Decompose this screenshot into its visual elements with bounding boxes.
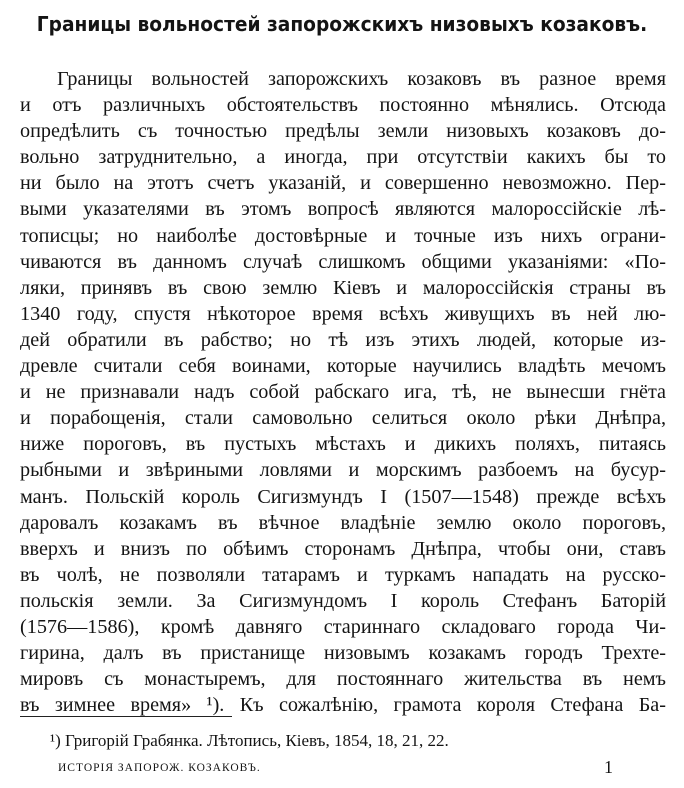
body-line: рыбными и звѣриными ловлями и морскимъ разбоемъ на бусур-	[20, 459, 666, 482]
document-title: Границы вольностей запорожскихъ низовыхъ козаковъ.	[36, 12, 648, 36]
footnote-text: Григорій Грабянка. Лѣтопись, Кіевъ, 1854, 18, 21, 22.	[65, 731, 449, 750]
body-line: древле считали себя воинами, которые научились владѣть мечомъ	[20, 355, 666, 378]
body-text	[20, 66, 666, 718]
body-line: въ зимнее время» ¹). Къ сожалѣнію, грамота короля Стефана Ба-	[20, 694, 666, 717]
body-line: гирина, далъ въ пристанище низовымъ козакамъ городъ Трехте-	[20, 642, 666, 665]
body-line: и порабощенія, стали самовольно селиться около рѣки Днѣпра,	[20, 407, 666, 430]
footnote-divider	[20, 716, 232, 717]
body-line: манъ. Польскій король Сигизмундъ I (1507—1548) прежде всѣхъ	[20, 485, 666, 508]
page-number: 1	[604, 757, 613, 777]
body-line: ниже пороговъ, въ пустыхъ мѣстахъ и дикихъ поляхъ, питаясь	[20, 433, 666, 456]
body-line: даровалъ козакамъ въ вѣчное владѣніе землю около пороговъ,	[20, 511, 666, 534]
body-line: Границы вольностей запорожскихъ козаковъ въ разное время	[57, 68, 666, 90]
body-line: ни было на этотъ счетъ указаній, и совершенно невозможно. Пер-	[20, 172, 666, 195]
body-line: (1576—1586), кромѣ давняго стариннаго складоваго города Чи-	[20, 615, 666, 638]
body-line: чиваются въ данномъ случаѣ слишкомъ общими указаніями: «По-	[20, 250, 666, 273]
body-line: вольно затруднительно, а иногда, при отсутствіи какихъ бы то	[20, 146, 666, 169]
body-line: мировъ съ монастыремъ, для постояннаго жительства въ немъ	[20, 668, 666, 691]
body-line: дей обратили въ рабство; но тѣ изъ этихъ людей, которые из-	[20, 328, 666, 351]
body-line: тописцы; но наиболѣе достовѣрные и точные изъ нихъ ограни-	[20, 224, 666, 247]
body-line: вверхъ и внизъ по обѣимъ сторонамъ Днѣпра, чтобы они, ставъ	[20, 537, 666, 560]
signature-mark: ИСТОРІЯ ЗАПОРОЖ. КОЗАКОВЪ.	[58, 762, 261, 774]
footnote-marker: ¹)	[50, 731, 61, 750]
body-line: опредѣлить съ точностью предѣлы земли низовыхъ козаковъ до-	[20, 120, 666, 143]
body-line: и не признавали надъ собой рабскаго ига, тѣ, не вынесши гнёта	[20, 381, 666, 404]
body-line: польскія земли. За Сигизмундомъ I король Стефанъ Баторій	[20, 589, 666, 612]
body-line: въ чолѣ, не позволяли татарамъ и туркамъ нападать на русско-	[20, 563, 666, 586]
body-line: 1340 году, спустя нѣкоторое время всѣхъ живущихъ въ ней лю-	[20, 302, 666, 325]
body-line: ляки, принявъ въ свою землю Кіевъ и малороссійскія страны въ	[20, 276, 666, 299]
footnote	[50, 731, 449, 751]
body-line: выми указателями въ этомъ вопросѣ являются малороссійскіе лѣ-	[20, 198, 666, 221]
body-line: и отъ различныхъ обстоятельствъ постоянно мѣнялись. Отсюда	[20, 94, 666, 117]
